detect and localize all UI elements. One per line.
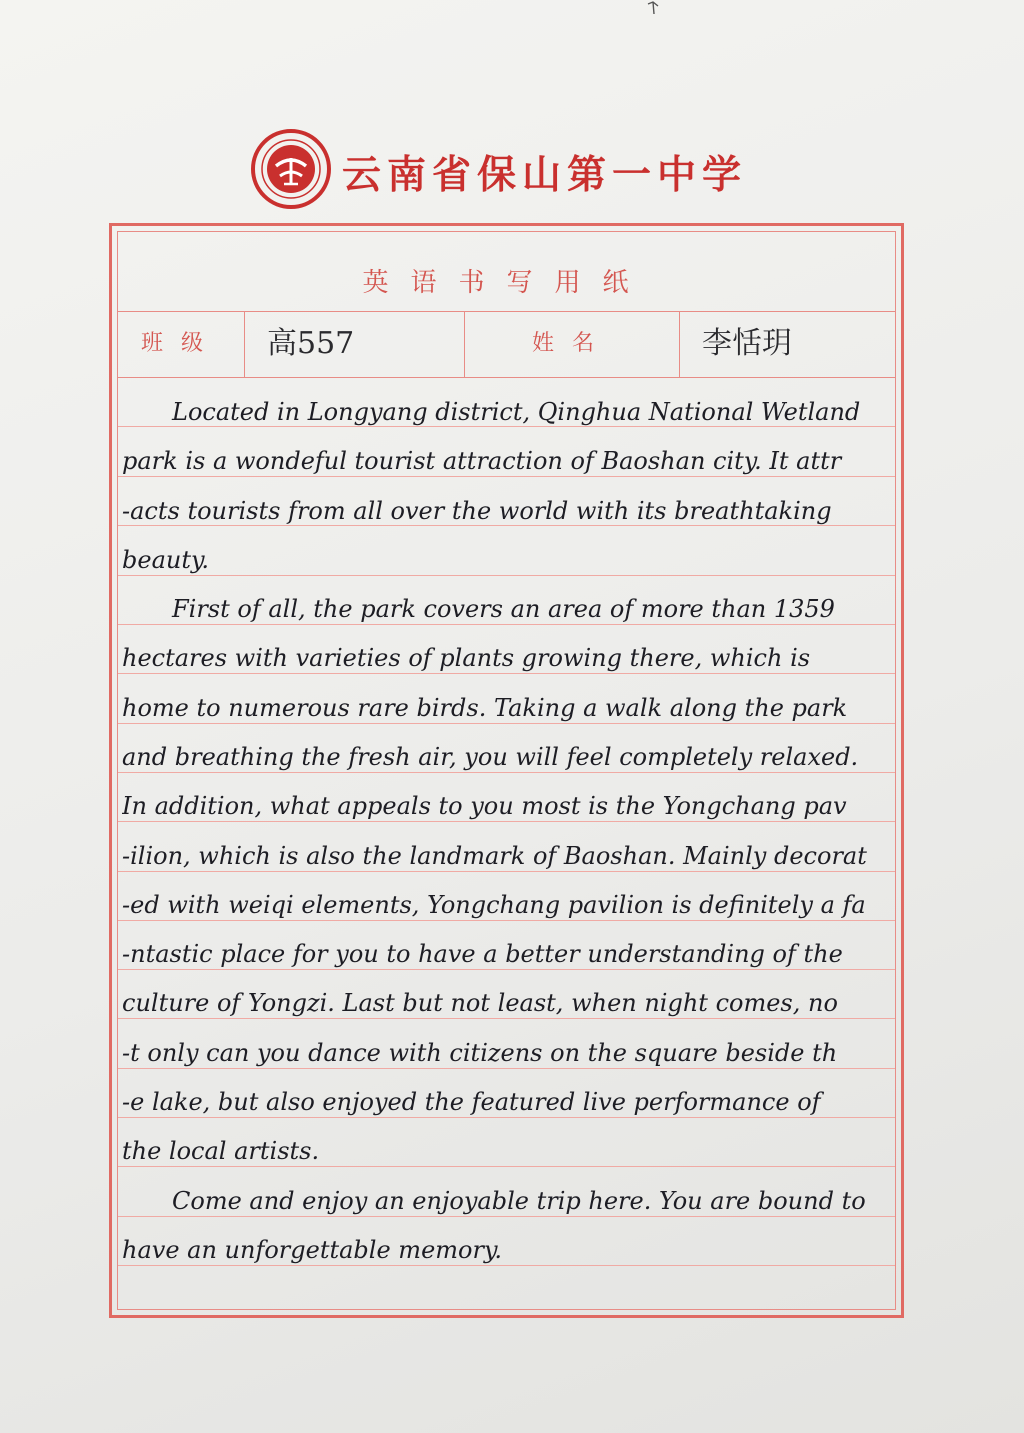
essay-line: beauty. xyxy=(122,546,209,574)
pencil-mark xyxy=(646,0,660,16)
essay-line: In addition, what appeals to you most is the Yongchang pav xyxy=(122,792,847,820)
essay-line: -e lake, but also enjoyed the featured live performance of xyxy=(122,1088,821,1116)
essay-line: home to numerous rare birds. Taking a walk along the park xyxy=(122,694,848,722)
name-value: 李恬玥 xyxy=(702,326,792,361)
essay-line: -ntastic place for you to have a better understanding of the xyxy=(122,940,843,968)
name-label-cell xyxy=(465,311,680,377)
class-label: 班级 xyxy=(140,331,221,356)
essay-line: culture of Yongzi. Last but not least, when night comes, no xyxy=(122,989,838,1017)
form-title: 英语书写用纸 xyxy=(362,268,651,298)
essay-line: First of all, the park covers an area of more than 1359 xyxy=(172,595,835,623)
essay-area xyxy=(118,377,895,1312)
essay-line: Come and enjoy an enjoyable trip here. You are bound to xyxy=(172,1187,866,1215)
school-header xyxy=(250,128,770,218)
school-seal-icon xyxy=(250,128,332,210)
writing-frame-inner xyxy=(117,231,896,1310)
class-value-cell xyxy=(245,311,465,377)
essay-line: park is a wondeful tourist attraction of Baoshan city. It attr xyxy=(122,447,842,475)
writing-frame xyxy=(109,223,904,1318)
essay-line: -acts tourists from all over the world with its breathtaking xyxy=(122,497,832,525)
essay-line: and breathing the fresh air, you will feel completely relaxed. xyxy=(122,743,859,771)
student-info-row xyxy=(118,311,895,378)
essay-line: -ilion, which is also the landmark of Baoshan. Mainly decorat xyxy=(122,842,867,870)
essay-line: -ed with weiqi elements, Yongchang pavilion is definitely a fa xyxy=(122,891,866,919)
class-label-cell xyxy=(118,311,245,377)
school-name: 云南省保山第一中学 xyxy=(342,152,748,198)
essay-line: Located in Longyang district, Qinghua National Wetland xyxy=(172,398,861,426)
class-value: 高557 xyxy=(267,326,355,361)
essay-line: -t only can you dance with citizens on the square beside th xyxy=(122,1039,838,1067)
name-label: 姓名 xyxy=(531,331,612,356)
essay-line: the local artists. xyxy=(122,1137,320,1165)
essay-line: hectares with varieties of plants growing there, which is xyxy=(122,644,811,672)
essay-line: have an unforgettable memory. xyxy=(122,1236,502,1264)
name-value-cell xyxy=(680,311,895,377)
